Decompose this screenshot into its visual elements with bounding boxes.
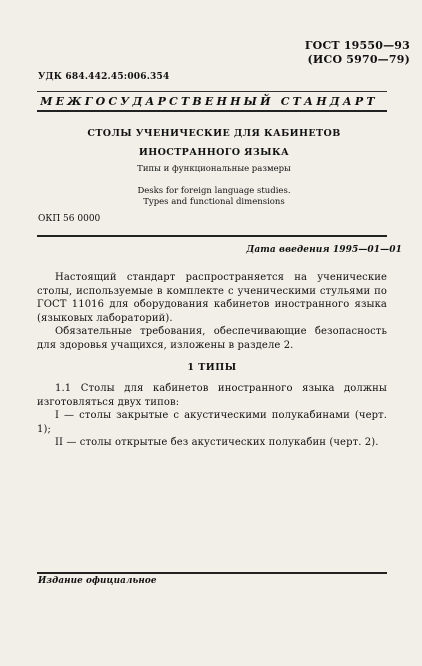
title-subtitle: Типы и функциональные размеры <box>137 164 291 174</box>
official-edition: Издание официальное <box>38 576 157 586</box>
english-title-line-1: Desks for foreign language studies. <box>137 186 291 196</box>
paragraph-safety: Обязательные требования, обеспечивающие безопасность для здоровья учащихся, изложены в разделе 2. <box>37 326 387 351</box>
okp-code: ОКП 56 0000 <box>38 214 101 224</box>
iso-code: (ИСО 5970—79) <box>307 52 410 66</box>
title-line-2: ИНОСТРАННОГО ЯЗЫКА <box>138 147 290 158</box>
footer-rule <box>37 572 387 574</box>
section-text <box>37 382 387 450</box>
banner-rule <box>37 110 387 112</box>
date-rule <box>37 235 387 237</box>
standard-banner: МЕЖГОСУДАРСТВЕННЫЙ СТАНДАРТ <box>40 95 378 108</box>
introduction-text <box>37 271 387 352</box>
paragraph-types: 1.1 Столы для кабинетов иностранного языка должны изготовляться двух типов: <box>37 383 387 408</box>
udk-code: УДК 684.442.45:006.354 <box>38 72 170 82</box>
top-rule <box>37 91 387 92</box>
paragraph-scope: Настоящий стандарт распространяется на ученические столы, используемые в комплекте с ученическими стульями по ГОСТ 11016 для оборудования кабинетов иностранного языка (языковых лабораторий). <box>37 272 387 324</box>
section-title: 1 ТИПЫ <box>187 362 237 373</box>
introduction-date: Дата введения 1995—01—01 <box>246 245 402 255</box>
type-item-1: I — столы закрытые с акустическими полукабинами (черт. 1); <box>37 410 387 435</box>
gost-code: ГОСТ 19550—93 <box>304 39 410 52</box>
type-item-2: II — столы открытые без акустических полукабин (черт. 2). <box>55 437 379 448</box>
title-line-1: СТОЛЫ УЧЕНИЧЕСКИЕ ДЛЯ КАБИНЕТОВ <box>87 128 341 139</box>
english-title-line-2: Types and functional dimensions <box>143 197 285 207</box>
standard-code-block <box>305 39 410 67</box>
